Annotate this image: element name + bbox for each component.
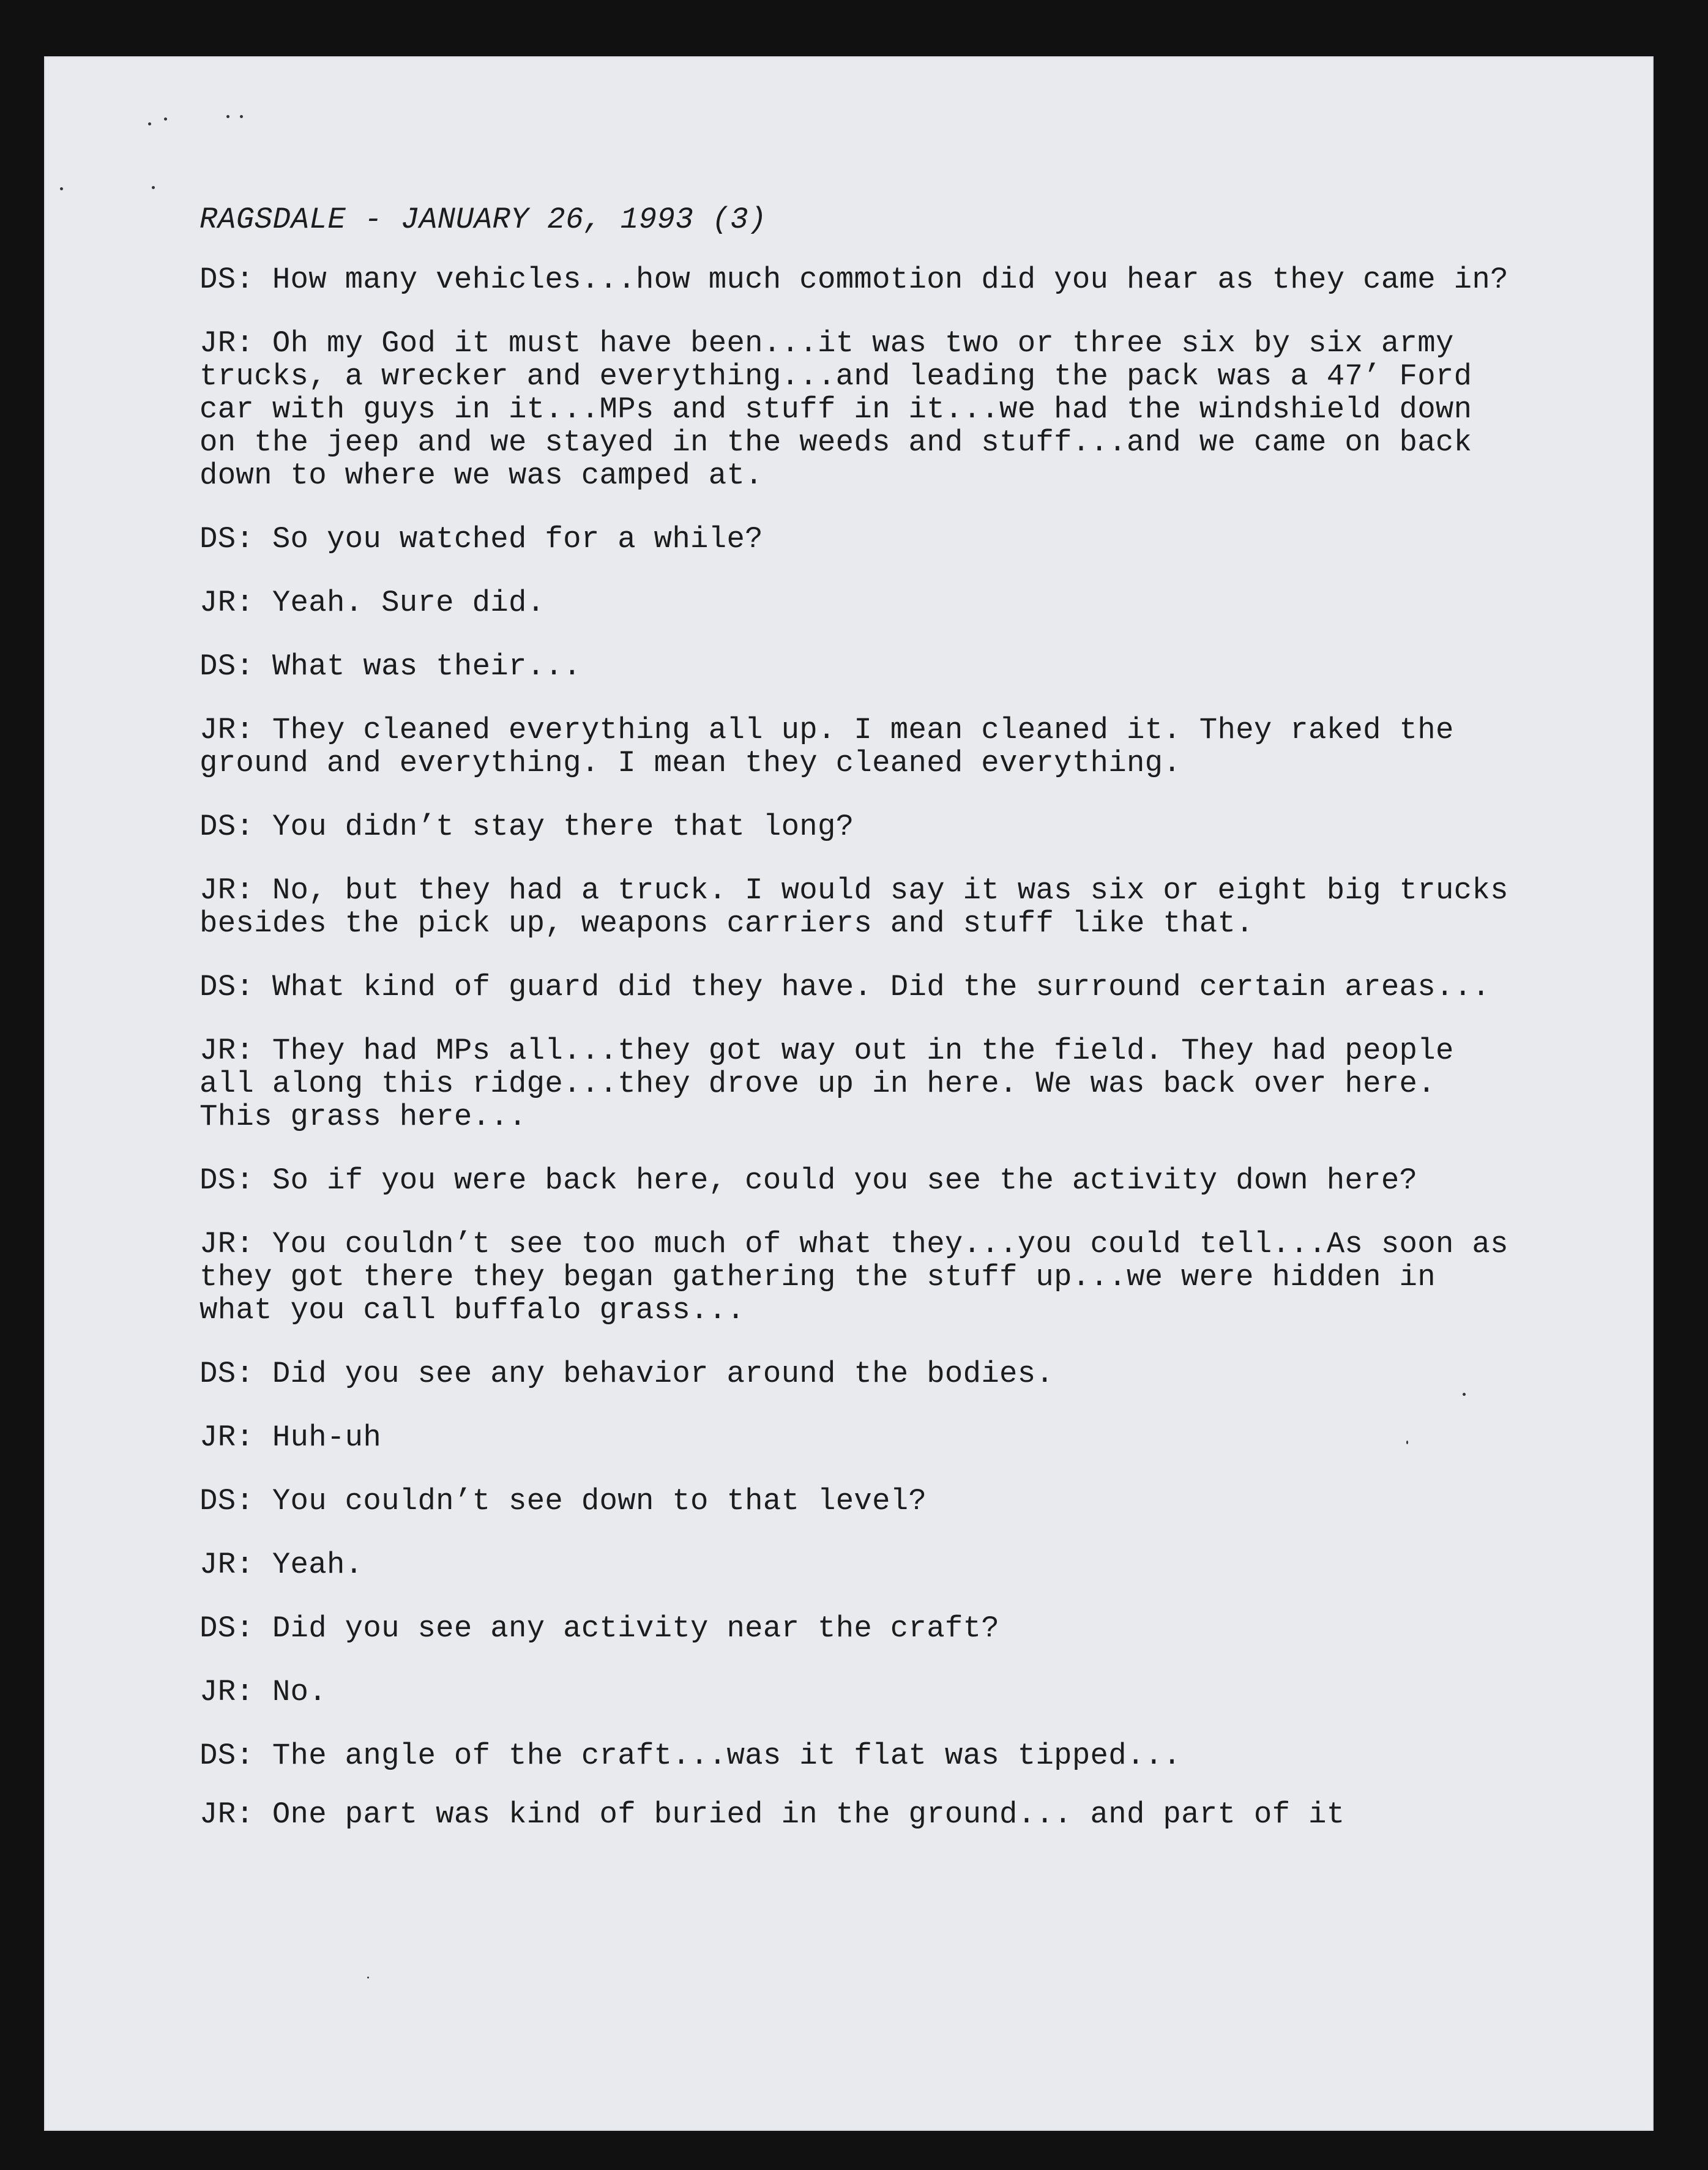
transcript-entry: [200, 971, 1515, 1004]
speaker-label: JR:: [200, 1227, 255, 1261]
entry-text: They cleaned everything all up. I mean cleaned it. They raked the ground and everything. I mean they cleaned everything.: [200, 713, 1454, 780]
entry-text: So if you were back here, could you see the activity down here?: [272, 1163, 1418, 1198]
entry-text: No, but they had a truck. I would say it was six or eight big trucks besides the pick up, weapons carriers and stuff like that.: [200, 873, 1508, 941]
speaker-label: JR:: [200, 586, 255, 620]
transcript-entry: [200, 874, 1515, 940]
entry-text: What was their...: [272, 649, 581, 684]
speaker-label: DS:: [200, 1163, 255, 1198]
transcript-entry: [200, 714, 1515, 780]
transcript-entry: [200, 1034, 1515, 1133]
document-page: [44, 56, 1654, 2131]
speaker-label: DS:: [200, 1611, 255, 1646]
speaker-label: DS:: [200, 1739, 255, 1773]
entry-text: Huh-uh: [272, 1420, 382, 1455]
transcript-entry: [200, 1548, 1515, 1581]
entry-text: One part was kind of buried in the ground... and part of it: [272, 1797, 1345, 1832]
transcript-entry: [200, 1421, 1515, 1454]
speaker-label: JR:: [200, 1420, 255, 1455]
speaker-label: DS:: [200, 1484, 255, 1518]
speaker-label: DS:: [200, 263, 255, 297]
transcript-entry: [200, 1612, 1515, 1645]
speaker-label: JR:: [200, 1548, 255, 1582]
transcript-entry: [200, 1164, 1515, 1197]
transcript-entry: [200, 810, 1515, 843]
entry-text: So you watched for a while?: [272, 522, 763, 556]
entry-text: You couldn’t see too much of what they...you could tell...As soon as they got there they began gathering the stuff up...we were hidden in what you call buffalo grass...: [200, 1227, 1508, 1327]
entry-text: Yeah. Sure did.: [272, 586, 545, 620]
entry-text: How many vehicles...how much commotion did you hear as they came in?: [272, 263, 1508, 297]
entry-text: They had MPs all...they got way out in the field. They had people all along this ridge...they drove up in here. We was back over here. This grass here...: [200, 1034, 1454, 1134]
transcript-entry: [200, 1676, 1515, 1709]
transcript-entry: [200, 1485, 1515, 1518]
entry-text: No.: [272, 1675, 327, 1709]
speaker-label: DS:: [200, 522, 255, 556]
speaker-label: DS:: [200, 649, 255, 684]
transcript-entry: [200, 327, 1515, 492]
speaker-label: DS:: [200, 1357, 255, 1391]
entry-text: Did you see any activity near the craft?: [272, 1611, 1000, 1646]
transcript-entry: [200, 1228, 1515, 1327]
speaker-label: JR:: [200, 1675, 255, 1709]
transcript: [200, 203, 1515, 1862]
entry-text: Oh my God it must have been...it was two or three six by six army trucks, a wrecker and everything...and leading the pack was a 47’ Ford car with guys in it...MPs and stuff in it...we had the windshield down on the jeep and we stayed in the weeds and stuff...and we came on back down to where we was camped at.: [200, 326, 1472, 493]
transcript-entry: [200, 263, 1515, 296]
speaker-label: DS:: [200, 810, 255, 844]
entry-text: You didn’t stay there that long?: [272, 810, 854, 844]
speaker-label: JR:: [200, 326, 255, 360]
entry-text: Yeah.: [272, 1548, 364, 1582]
transcript-entry: [200, 1357, 1515, 1390]
transcript-entry: [200, 1798, 1515, 1831]
entry-text: Did you see any behavior around the bodies.: [272, 1357, 1054, 1391]
transcript-entry: [200, 586, 1515, 619]
transcript-entry: [200, 523, 1515, 556]
entry-text: What kind of guard did they have. Did the surround certain areas...: [272, 970, 1491, 1004]
entry-text: The angle of the craft...was it flat was tipped...: [272, 1739, 1182, 1773]
speaker-label: JR:: [200, 873, 255, 908]
transcript-entry: [200, 650, 1515, 683]
speaker-label: JR:: [200, 713, 255, 747]
speaker-label: DS:: [200, 970, 255, 1004]
page-title: RAGSDALE - JANUARY 26, 1993 (3): [200, 203, 767, 237]
transcript-entry: [200, 1739, 1515, 1772]
speaker-label: JR:: [200, 1797, 255, 1832]
speaker-label: JR:: [200, 1034, 255, 1068]
entry-text: You couldn’t see down to that level?: [272, 1484, 927, 1518]
